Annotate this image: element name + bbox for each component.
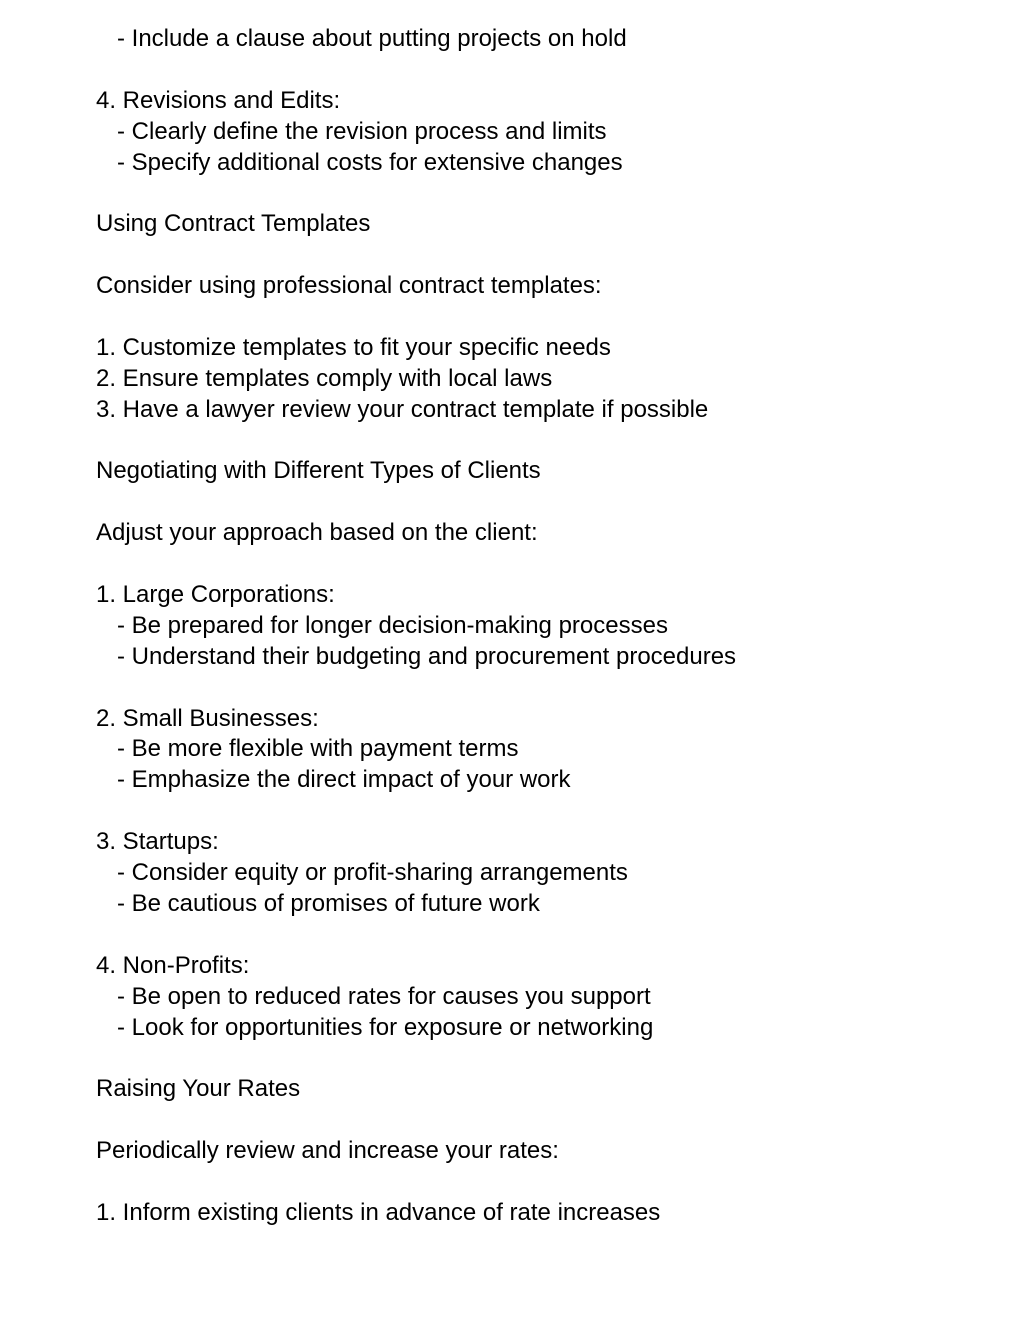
blank-line xyxy=(96,920,996,951)
section-heading: Raising Your Rates xyxy=(96,1075,301,1103)
bullet-item: - Understand their budgeting and procurement procedures xyxy=(117,642,737,670)
blank-line xyxy=(96,487,996,518)
document-page xyxy=(96,24,996,1229)
blank-line xyxy=(96,55,996,86)
blank-line xyxy=(96,1167,996,1198)
section-heading: Using Contract Templates xyxy=(96,210,371,238)
bullet-item: - Be prepared for longer decision-making processes xyxy=(117,611,668,639)
bullet-item: - Emphasize the direct impact of your work xyxy=(117,766,571,794)
bullet-item: - Look for opportunities for exposure or networking xyxy=(117,1013,654,1041)
numbered-item: 3. Startups: xyxy=(96,828,219,856)
bullet-item: - Be more flexible with payment terms xyxy=(117,735,519,763)
blank-line xyxy=(96,796,996,827)
blank-line xyxy=(96,178,996,209)
bullet-item: - Clearly define the revision process and limits xyxy=(117,117,607,145)
blank-line xyxy=(96,1105,996,1136)
numbered-item: 4. Non-Profits: xyxy=(96,951,250,979)
blank-line xyxy=(96,549,996,580)
blank-line xyxy=(96,302,996,333)
numbered-item: 2. Ensure templates comply with local laws xyxy=(96,364,553,392)
numbered-item: 1. Customize templates to fit your specific needs xyxy=(96,333,611,361)
blank-line xyxy=(96,240,996,271)
numbered-item: 1. Inform existing clients in advance of rate increases xyxy=(96,1198,661,1226)
numbered-item: 2. Small Businesses: xyxy=(96,704,319,732)
blank-line xyxy=(96,673,996,704)
bullet-item: - Be cautious of promises of future work xyxy=(117,889,540,917)
blank-line xyxy=(96,426,996,457)
bullet-item: - Include a clause about putting projects on hold xyxy=(117,25,627,52)
intro-paragraph: Consider using professional contract templates: xyxy=(96,272,602,300)
numbered-item: 1. Large Corporations: xyxy=(96,581,335,609)
blank-line xyxy=(96,1043,996,1074)
bullet-item: - Specify additional costs for extensive changes xyxy=(117,148,623,176)
intro-paragraph: Periodically review and increase your rates: xyxy=(96,1137,559,1165)
numbered-item: 4. Revisions and Edits: xyxy=(96,86,341,114)
bullet-item: - Consider equity or profit-sharing arrangements xyxy=(117,859,628,887)
numbered-item: 3. Have a lawyer review your contract template if possible xyxy=(96,395,709,423)
bullet-item: - Be open to reduced rates for causes you support xyxy=(117,982,651,1010)
intro-paragraph: Adjust your approach based on the client: xyxy=(96,519,538,547)
section-heading: Negotiating with Different Types of Clients xyxy=(96,457,541,485)
